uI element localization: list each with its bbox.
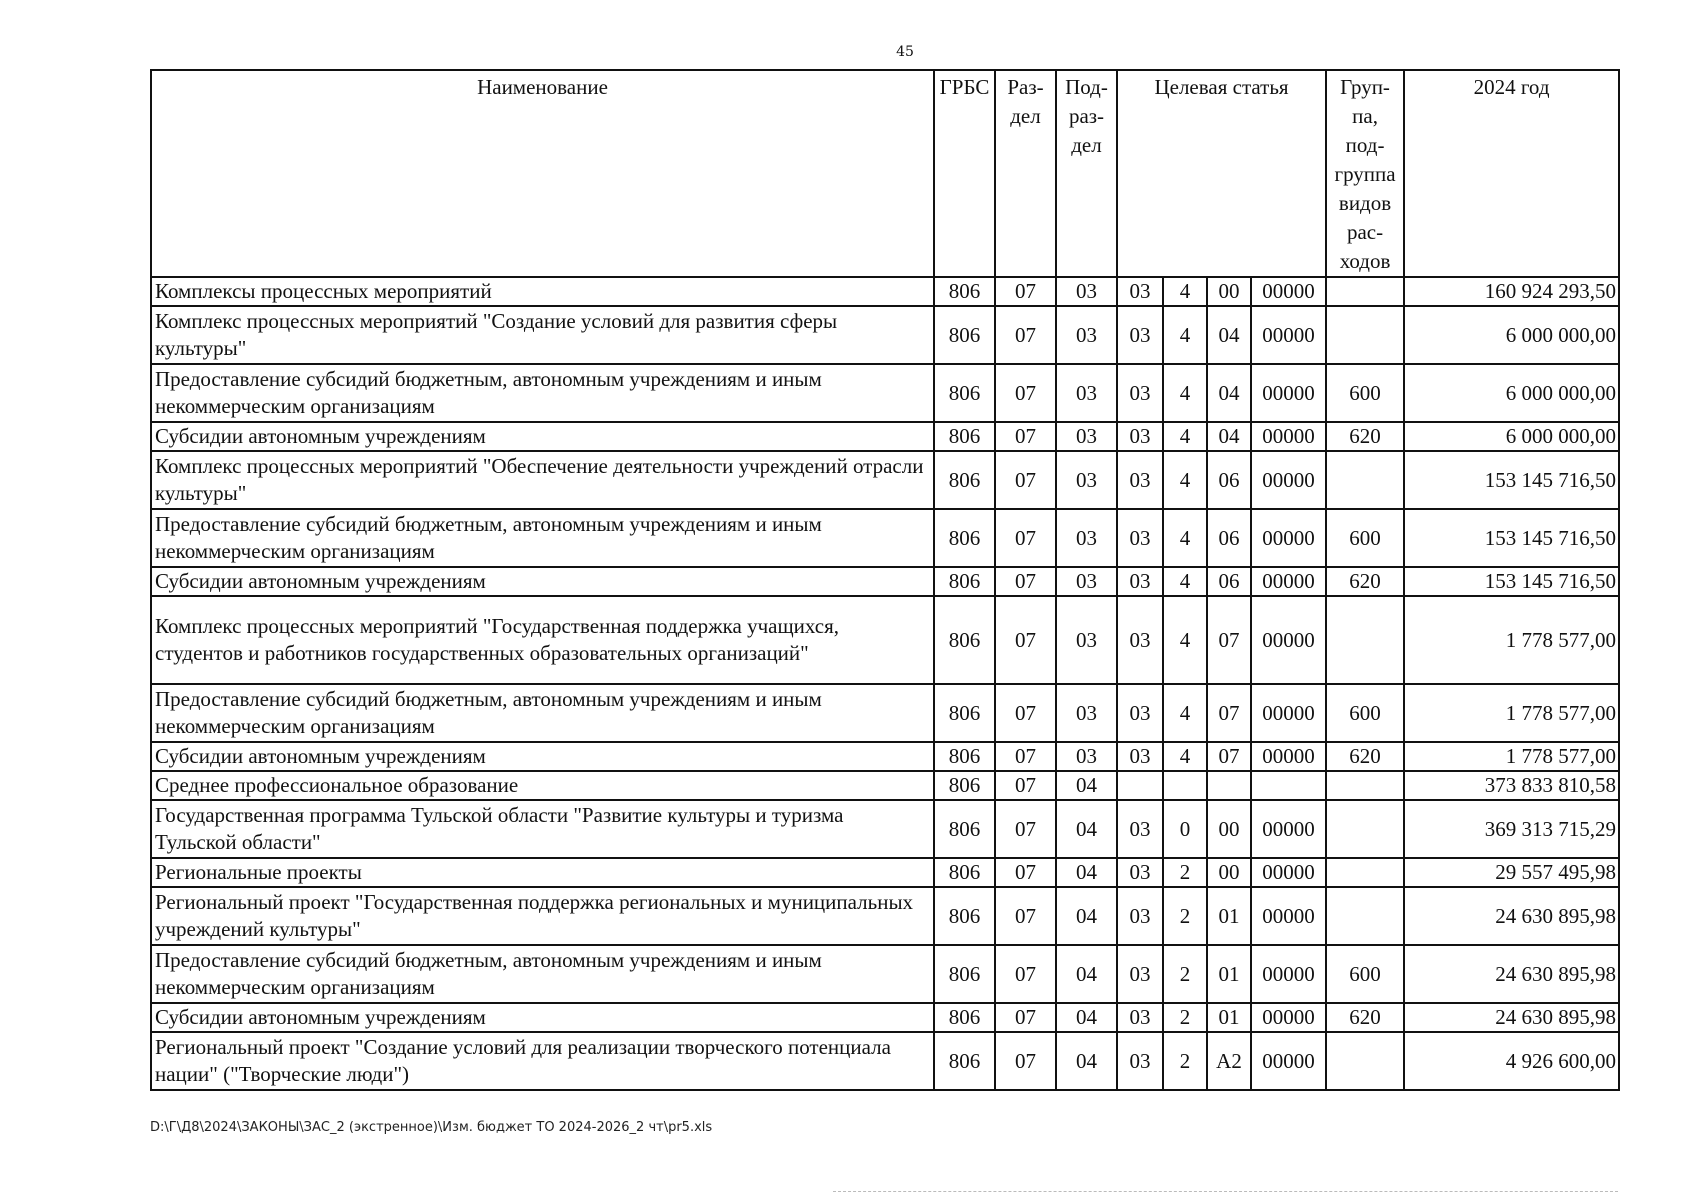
cell-name: Субсидии автономным учреждениям bbox=[151, 422, 934, 451]
table-row bbox=[151, 1032, 1619, 1090]
cell-target-complex: 00 bbox=[1207, 277, 1251, 306]
cell-target-complex bbox=[1207, 771, 1251, 800]
cell-expense-group bbox=[1326, 277, 1404, 306]
cell-expense-group: 620 bbox=[1326, 422, 1404, 451]
cell-target-direction: 00000 bbox=[1251, 887, 1326, 945]
cell-target-complex: 07 bbox=[1207, 684, 1251, 742]
cell-name: Предоставление субсидий бюджетным, автономным учреждениям и иным некоммерческим организациям bbox=[151, 364, 934, 422]
cell-target-type: 4 bbox=[1163, 596, 1207, 684]
cell-target-program: 03 bbox=[1117, 742, 1163, 771]
cell-name: Государственная программа Тульской области "Развитие культуры и туризма Тульской области" bbox=[151, 800, 934, 858]
cell-razdel: 07 bbox=[995, 567, 1056, 596]
cell-target-type: 4 bbox=[1163, 277, 1207, 306]
cell-name: Региональный проект "Государственная поддержка региональных и муниципальных учреждений культуры" bbox=[151, 887, 934, 945]
cell-target-type: 0 bbox=[1163, 800, 1207, 858]
cell-expense-group: 620 bbox=[1326, 742, 1404, 771]
table-row bbox=[151, 596, 1619, 684]
scan-artifact-line bbox=[833, 1191, 1618, 1192]
cell-podrazdel: 04 bbox=[1056, 1032, 1117, 1090]
cell-expense-group: 600 bbox=[1326, 364, 1404, 422]
cell-expense-group bbox=[1326, 858, 1404, 887]
cell-name: Предоставление субсидий бюджетным, автономным учреждениям и иным некоммерческим организациям bbox=[151, 509, 934, 567]
cell-target-type: 4 bbox=[1163, 742, 1207, 771]
cell-target-direction: 00000 bbox=[1251, 451, 1326, 509]
cell-target-complex: 06 bbox=[1207, 451, 1251, 509]
cell-grbs: 806 bbox=[934, 800, 995, 858]
cell-grbs: 806 bbox=[934, 1003, 995, 1032]
cell-target-program: 03 bbox=[1117, 684, 1163, 742]
cell-amount: 1 778 577,00 bbox=[1404, 684, 1619, 742]
cell-target-program: 03 bbox=[1117, 509, 1163, 567]
cell-target-type: 2 bbox=[1163, 1003, 1207, 1032]
cell-amount: 6 000 000,00 bbox=[1404, 364, 1619, 422]
cell-razdel: 07 bbox=[995, 364, 1056, 422]
cell-target-program: 03 bbox=[1117, 567, 1163, 596]
cell-podrazdel: 03 bbox=[1056, 684, 1117, 742]
cell-target-program: 03 bbox=[1117, 306, 1163, 364]
cell-target-program: 03 bbox=[1117, 1003, 1163, 1032]
cell-amount: 24 630 895,98 bbox=[1404, 945, 1619, 1003]
cell-target-type: 4 bbox=[1163, 567, 1207, 596]
cell-expense-group bbox=[1326, 451, 1404, 509]
cell-razdel: 07 bbox=[995, 684, 1056, 742]
cell-amount: 24 630 895,98 bbox=[1404, 887, 1619, 945]
cell-amount: 153 145 716,50 bbox=[1404, 509, 1619, 567]
cell-podrazdel: 04 bbox=[1056, 1003, 1117, 1032]
cell-target-direction: 00000 bbox=[1251, 945, 1326, 1003]
cell-target-direction: 00000 bbox=[1251, 567, 1326, 596]
cell-razdel: 07 bbox=[995, 596, 1056, 684]
cell-podrazdel: 04 bbox=[1056, 800, 1117, 858]
cell-grbs: 806 bbox=[934, 771, 995, 800]
cell-target-program: 03 bbox=[1117, 1032, 1163, 1090]
cell-podrazdel: 03 bbox=[1056, 596, 1117, 684]
cell-target-direction: 00000 bbox=[1251, 800, 1326, 858]
table-row bbox=[151, 1003, 1619, 1032]
cell-name: Комплекс процессных мероприятий "Обеспечение деятельности учреждений отрасли культуры" bbox=[151, 451, 934, 509]
header-podrazdel: Под- раз- дел bbox=[1056, 70, 1117, 277]
cell-target-program bbox=[1117, 771, 1163, 800]
cell-target-direction: 00000 bbox=[1251, 742, 1326, 771]
cell-podrazdel: 03 bbox=[1056, 742, 1117, 771]
header-name: Наименование bbox=[151, 70, 934, 277]
cell-target-complex: 01 bbox=[1207, 1003, 1251, 1032]
cell-name: Субсидии автономным учреждениям bbox=[151, 742, 934, 771]
cell-target-complex: 00 bbox=[1207, 800, 1251, 858]
table-row bbox=[151, 887, 1619, 945]
table-row bbox=[151, 451, 1619, 509]
cell-amount: 24 630 895,98 bbox=[1404, 1003, 1619, 1032]
cell-amount: 1 778 577,00 bbox=[1404, 596, 1619, 684]
cell-grbs: 806 bbox=[934, 887, 995, 945]
table-row bbox=[151, 364, 1619, 422]
cell-target-direction: 00000 bbox=[1251, 509, 1326, 567]
cell-target-type: 2 bbox=[1163, 858, 1207, 887]
cell-grbs: 806 bbox=[934, 596, 995, 684]
cell-target-program: 03 bbox=[1117, 422, 1163, 451]
cell-podrazdel: 03 bbox=[1056, 509, 1117, 567]
table-row bbox=[151, 945, 1619, 1003]
cell-name: Среднее профессиональное образование bbox=[151, 771, 934, 800]
cell-target-type: 2 bbox=[1163, 887, 1207, 945]
table-row bbox=[151, 422, 1619, 451]
cell-target-direction bbox=[1251, 771, 1326, 800]
cell-target-complex: 06 bbox=[1207, 509, 1251, 567]
cell-target-type: 4 bbox=[1163, 684, 1207, 742]
table-row bbox=[151, 858, 1619, 887]
cell-expense-group bbox=[1326, 800, 1404, 858]
cell-amount: 153 145 716,50 bbox=[1404, 567, 1619, 596]
cell-amount: 160 924 293,50 bbox=[1404, 277, 1619, 306]
cell-grbs: 806 bbox=[934, 858, 995, 887]
table-body bbox=[151, 277, 1619, 1090]
header-razdel: Раз- дел bbox=[995, 70, 1056, 277]
table-row bbox=[151, 684, 1619, 742]
cell-expense-group: 600 bbox=[1326, 509, 1404, 567]
cell-target-complex: 00 bbox=[1207, 858, 1251, 887]
cell-target-type: 4 bbox=[1163, 422, 1207, 451]
cell-target-type: 2 bbox=[1163, 945, 1207, 1003]
cell-target-type: 4 bbox=[1163, 306, 1207, 364]
cell-grbs: 806 bbox=[934, 422, 995, 451]
cell-amount: 6 000 000,00 bbox=[1404, 422, 1619, 451]
cell-target-direction: 00000 bbox=[1251, 858, 1326, 887]
cell-grbs: 806 bbox=[934, 509, 995, 567]
cell-expense-group: 620 bbox=[1326, 1003, 1404, 1032]
cell-target-type: 4 bbox=[1163, 364, 1207, 422]
cell-grbs: 806 bbox=[934, 945, 995, 1003]
table-header-row bbox=[151, 70, 1619, 277]
cell-expense-group bbox=[1326, 596, 1404, 684]
cell-razdel: 07 bbox=[995, 1032, 1056, 1090]
header-grbs: ГРБС bbox=[934, 70, 995, 277]
cell-podrazdel: 04 bbox=[1056, 771, 1117, 800]
cell-target-program: 03 bbox=[1117, 800, 1163, 858]
cell-target-program: 03 bbox=[1117, 887, 1163, 945]
cell-razdel: 07 bbox=[995, 306, 1056, 364]
cell-target-type bbox=[1163, 771, 1207, 800]
cell-grbs: 806 bbox=[934, 306, 995, 364]
cell-expense-group bbox=[1326, 306, 1404, 364]
cell-target-program: 03 bbox=[1117, 596, 1163, 684]
cell-name: Комплекс процессных мероприятий "Государственная поддержка учащихся, студентов и работников государственных образовательных организаций" bbox=[151, 596, 934, 684]
cell-expense-group bbox=[1326, 771, 1404, 800]
cell-amount: 369 313 715,29 bbox=[1404, 800, 1619, 858]
cell-grbs: 806 bbox=[934, 684, 995, 742]
header-year: 2024 год bbox=[1404, 70, 1619, 277]
cell-amount: 153 145 716,50 bbox=[1404, 451, 1619, 509]
table-row bbox=[151, 771, 1619, 800]
cell-target-direction: 00000 bbox=[1251, 1003, 1326, 1032]
cell-name: Субсидии автономным учреждениям bbox=[151, 567, 934, 596]
cell-target-program: 03 bbox=[1117, 277, 1163, 306]
cell-name: Комплекс процессных мероприятий "Создание условий для развития сферы культуры" bbox=[151, 306, 934, 364]
cell-grbs: 806 bbox=[934, 742, 995, 771]
cell-razdel: 07 bbox=[995, 509, 1056, 567]
page-number: 45 bbox=[896, 44, 914, 60]
cell-razdel: 07 bbox=[995, 451, 1056, 509]
cell-target-direction: 00000 bbox=[1251, 422, 1326, 451]
cell-expense-group bbox=[1326, 887, 1404, 945]
cell-target-complex: 01 bbox=[1207, 887, 1251, 945]
cell-name: Региональный проект "Создание условий для реализации творческого потенциала нации" ("Творческие люди") bbox=[151, 1032, 934, 1090]
cell-target-direction: 00000 bbox=[1251, 364, 1326, 422]
cell-podrazdel: 04 bbox=[1056, 887, 1117, 945]
cell-razdel: 07 bbox=[995, 800, 1056, 858]
cell-razdel: 07 bbox=[995, 771, 1056, 800]
cell-name: Субсидии автономным учреждениям bbox=[151, 1003, 934, 1032]
cell-podrazdel: 03 bbox=[1056, 306, 1117, 364]
cell-razdel: 07 bbox=[995, 277, 1056, 306]
cell-razdel: 07 bbox=[995, 945, 1056, 1003]
cell-razdel: 07 bbox=[995, 858, 1056, 887]
cell-expense-group: 620 bbox=[1326, 567, 1404, 596]
table-row bbox=[151, 509, 1619, 567]
table-row bbox=[151, 306, 1619, 364]
cell-podrazdel: 03 bbox=[1056, 451, 1117, 509]
cell-amount: 373 833 810,58 bbox=[1404, 771, 1619, 800]
cell-target-complex: 07 bbox=[1207, 596, 1251, 684]
cell-target-program: 03 bbox=[1117, 451, 1163, 509]
cell-razdel: 07 bbox=[995, 1003, 1056, 1032]
cell-podrazdel: 03 bbox=[1056, 364, 1117, 422]
cell-target-direction: 00000 bbox=[1251, 1032, 1326, 1090]
cell-target-complex: 01 bbox=[1207, 945, 1251, 1003]
cell-amount: 6 000 000,00 bbox=[1404, 306, 1619, 364]
cell-target-type: 2 bbox=[1163, 1032, 1207, 1090]
cell-target-program: 03 bbox=[1117, 858, 1163, 887]
cell-target-complex: A2 bbox=[1207, 1032, 1251, 1090]
cell-target-program: 03 bbox=[1117, 945, 1163, 1003]
cell-grbs: 806 bbox=[934, 277, 995, 306]
cell-amount: 4 926 600,00 bbox=[1404, 1032, 1619, 1090]
cell-target-complex: 07 bbox=[1207, 742, 1251, 771]
cell-target-direction: 00000 bbox=[1251, 277, 1326, 306]
cell-podrazdel: 03 bbox=[1056, 422, 1117, 451]
cell-grbs: 806 bbox=[934, 1032, 995, 1090]
cell-name: Предоставление субсидий бюджетным, автономным учреждениям и иным некоммерческим организациям bbox=[151, 684, 934, 742]
cell-name: Комплексы процессных мероприятий bbox=[151, 277, 934, 306]
cell-name: Региональные проекты bbox=[151, 858, 934, 887]
cell-podrazdel: 03 bbox=[1056, 567, 1117, 596]
cell-target-direction: 00000 bbox=[1251, 306, 1326, 364]
table-row bbox=[151, 277, 1619, 306]
cell-grbs: 806 bbox=[934, 364, 995, 422]
cell-name: Предоставление субсидий бюджетным, автономным учреждениям и иным некоммерческим организациям bbox=[151, 945, 934, 1003]
cell-razdel: 07 bbox=[995, 422, 1056, 451]
cell-expense-group: 600 bbox=[1326, 684, 1404, 742]
cell-target-complex: 04 bbox=[1207, 306, 1251, 364]
cell-target-direction: 00000 bbox=[1251, 684, 1326, 742]
table-row bbox=[151, 567, 1619, 596]
header-target-article: Целевая статья bbox=[1117, 70, 1326, 277]
table-row bbox=[151, 800, 1619, 858]
cell-target-type: 4 bbox=[1163, 451, 1207, 509]
cell-amount: 29 557 495,98 bbox=[1404, 858, 1619, 887]
table-row bbox=[151, 742, 1619, 771]
cell-grbs: 806 bbox=[934, 567, 995, 596]
file-path-footer: D:\Г\Д8\2024\ЗАКОНЫ\ЗАС_2 (экстренное)\Изм. бюджет ТО 2024-2026_2 чт\pr5.xls bbox=[150, 1120, 713, 1135]
cell-razdel: 07 bbox=[995, 742, 1056, 771]
cell-razdel: 07 bbox=[995, 887, 1056, 945]
cell-podrazdel: 04 bbox=[1056, 858, 1117, 887]
cell-grbs: 806 bbox=[934, 451, 995, 509]
cell-target-type: 4 bbox=[1163, 509, 1207, 567]
cell-expense-group bbox=[1326, 1032, 1404, 1090]
cell-podrazdel: 03 bbox=[1056, 277, 1117, 306]
cell-amount: 1 778 577,00 bbox=[1404, 742, 1619, 771]
cell-podrazdel: 04 bbox=[1056, 945, 1117, 1003]
cell-expense-group: 600 bbox=[1326, 945, 1404, 1003]
cell-target-complex: 04 bbox=[1207, 364, 1251, 422]
cell-target-complex: 06 bbox=[1207, 567, 1251, 596]
budget-table bbox=[150, 69, 1620, 1091]
header-expense-group: Груп- па, под- группа видов рас- ходов bbox=[1326, 70, 1404, 277]
cell-target-program: 03 bbox=[1117, 364, 1163, 422]
cell-target-direction: 00000 bbox=[1251, 596, 1326, 684]
cell-target-complex: 04 bbox=[1207, 422, 1251, 451]
